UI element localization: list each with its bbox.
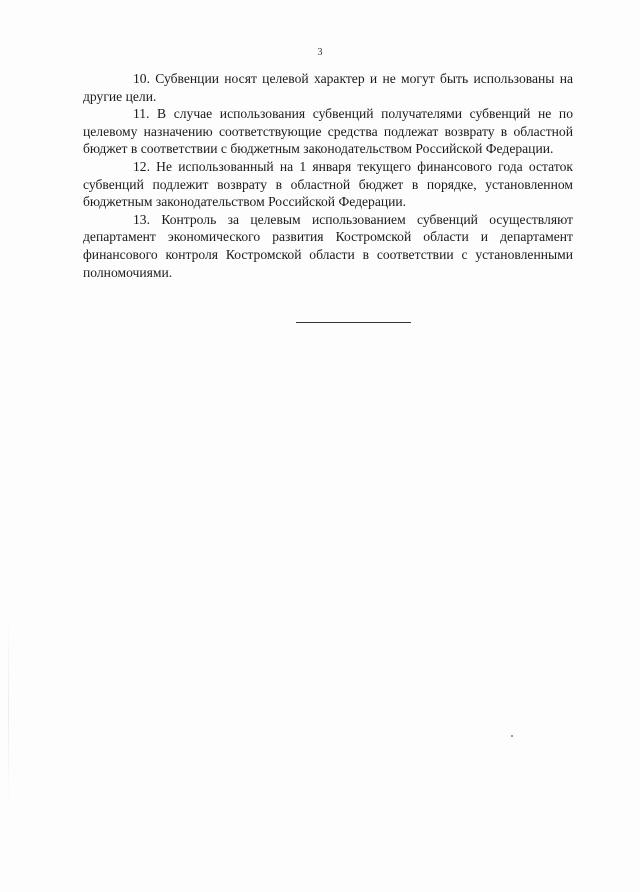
paragraph-10: 10. Субвенции носят целевой характер и не могут быть использованы на другие цели. xyxy=(83,71,573,104)
scan-edge-artifact xyxy=(8,600,9,820)
paragraph-12: 12. Не использованный на 1 января текущего финансового года остаток субвенций подлежит возврату в областной бюджет в порядке, установленном бюджетным законодательством Российской Федерации. xyxy=(83,158,573,210)
scan-speck-artifact xyxy=(511,735,513,737)
paragraph-11: 11. В случае использования субвенций получателями субвенций не по целевому назначению соответствующие средства подлежат возврату в областной бюджет в соответствии с бюджетным законодательством Российской Федерации. xyxy=(83,106,573,157)
page-number: 3 xyxy=(317,47,323,58)
end-divider-line xyxy=(296,322,411,323)
paragraph-13: 13. Контроль за целевым использованием субвенций осуществляют департамент экономического развития Костромской области и департамент финансового контроля Костромской области в соответствии с установленными полномочиями. xyxy=(83,211,573,280)
document-body xyxy=(83,70,573,281)
